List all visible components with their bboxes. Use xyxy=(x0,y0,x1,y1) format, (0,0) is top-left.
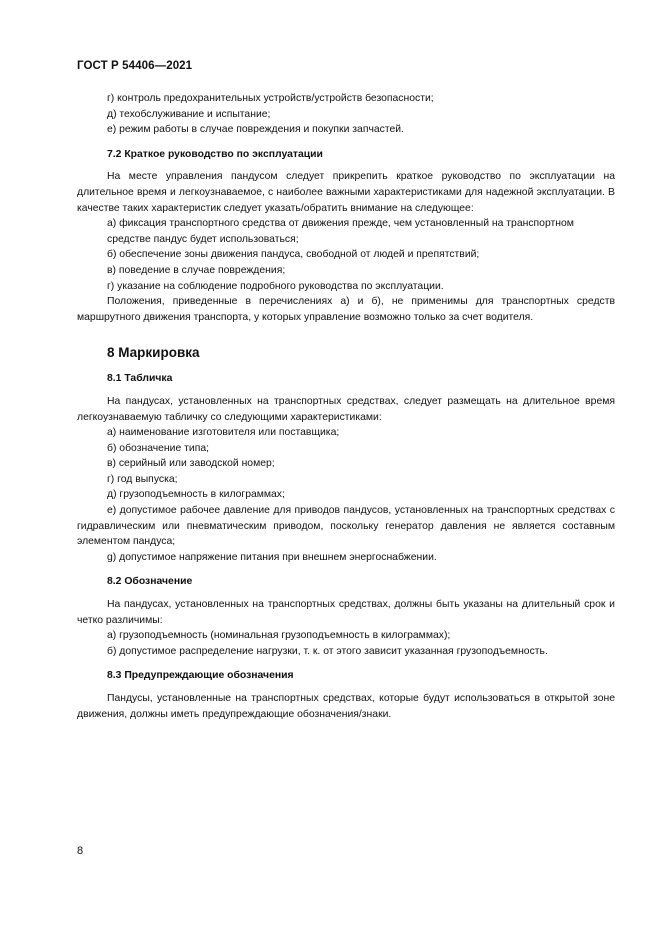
list-item: б) обеспечение зоны движения пандуса, свободной от людей и препятствий; xyxy=(107,249,480,261)
section-heading-8-3: 8.3 Предупреждающие обозначения xyxy=(107,670,294,682)
page-number: 8 xyxy=(77,845,84,857)
list-item: д) грузоподъемность в килограммах; xyxy=(107,489,285,501)
list-item: г) указание на соблюдение подробного руководства по эксплуатации. xyxy=(107,280,444,292)
list-item: в) серийный или заводской номер; xyxy=(107,458,275,470)
paragraph: На пандусах, установленных на транспортных средствах, следует размещать на длительное время легкоузнаваемую табличку со следующими характеристиками: xyxy=(77,395,615,423)
paragraph: Пандусы, установленные на транспортных средствах, которые будут использоваться в открытой зоне движения, должны иметь предупреждающие обозначения/знаки. xyxy=(77,693,615,720)
list-item: б) обозначение типа; xyxy=(107,442,209,454)
document-body xyxy=(77,91,615,722)
list-item: е) режим работы в случае повреждения и покупки запчастей. xyxy=(107,124,404,136)
list-item: а) наименование изготовителя или поставщика; xyxy=(107,427,340,439)
list-item: д) техобслуживание и испытание; xyxy=(107,108,271,120)
document-header: ГОСТ Р 54406—2021 xyxy=(77,60,193,72)
paragraph: Положения, приведенные в перечислениях а) и б), не применимы для транспортных средств маршрутного движения транспорта, у которых управление возможно только за счет водителя. xyxy=(77,296,615,323)
section-heading-8-1: 8.1 Табличка xyxy=(107,373,173,385)
list-item: в) поведение в случае повреждения; xyxy=(107,264,286,276)
list-item: б) допустимое распределение нагрузки, т. к. от этого зависит указанная грузоподъемность. xyxy=(107,645,548,657)
section-heading-8-2: 8.2 Обозначение xyxy=(107,576,193,588)
section-heading-7-2: 7.2 Краткое руководство по эксплуатации xyxy=(107,148,323,160)
section-heading-8: 8 Маркировка xyxy=(107,345,200,361)
list-item: е) допустимое рабочее давление для приводов пандусов, установленных на транспортных средствах с гидравлическим или пневматическим приводом, поскольку генератор давления не является составным элементом пандуса; xyxy=(77,505,615,548)
list-item: а) фиксация транспортного средства от движения прежде, чем установленный на транспортном средстве пандус будет использоваться; xyxy=(107,218,574,245)
list-item: g) допустимое напряжение питания при внешнем энергоснабжении. xyxy=(107,551,437,563)
paragraph: На пандусах, установленных на транспортных средствах, должны быть указаны на длительный срок и четко различимы: xyxy=(77,599,615,626)
paragraph: На месте управления пандусом следует прикрепить краткое руководство по эксплуатации на длительное время и легкоузнаваемое, с наиболее важными характеристиками для надежной эксплуатации. В качестве таких характеристик следует указать/обратить внимание на следующее: xyxy=(77,171,615,214)
list-item: г) год выпуска; xyxy=(107,473,178,485)
list-item: г) контроль предохранительных устройств/устройств безопасности; xyxy=(107,93,434,104)
list-item: а) грузоподъемность (номинальная грузоподъемность в килограммах); xyxy=(107,630,451,642)
